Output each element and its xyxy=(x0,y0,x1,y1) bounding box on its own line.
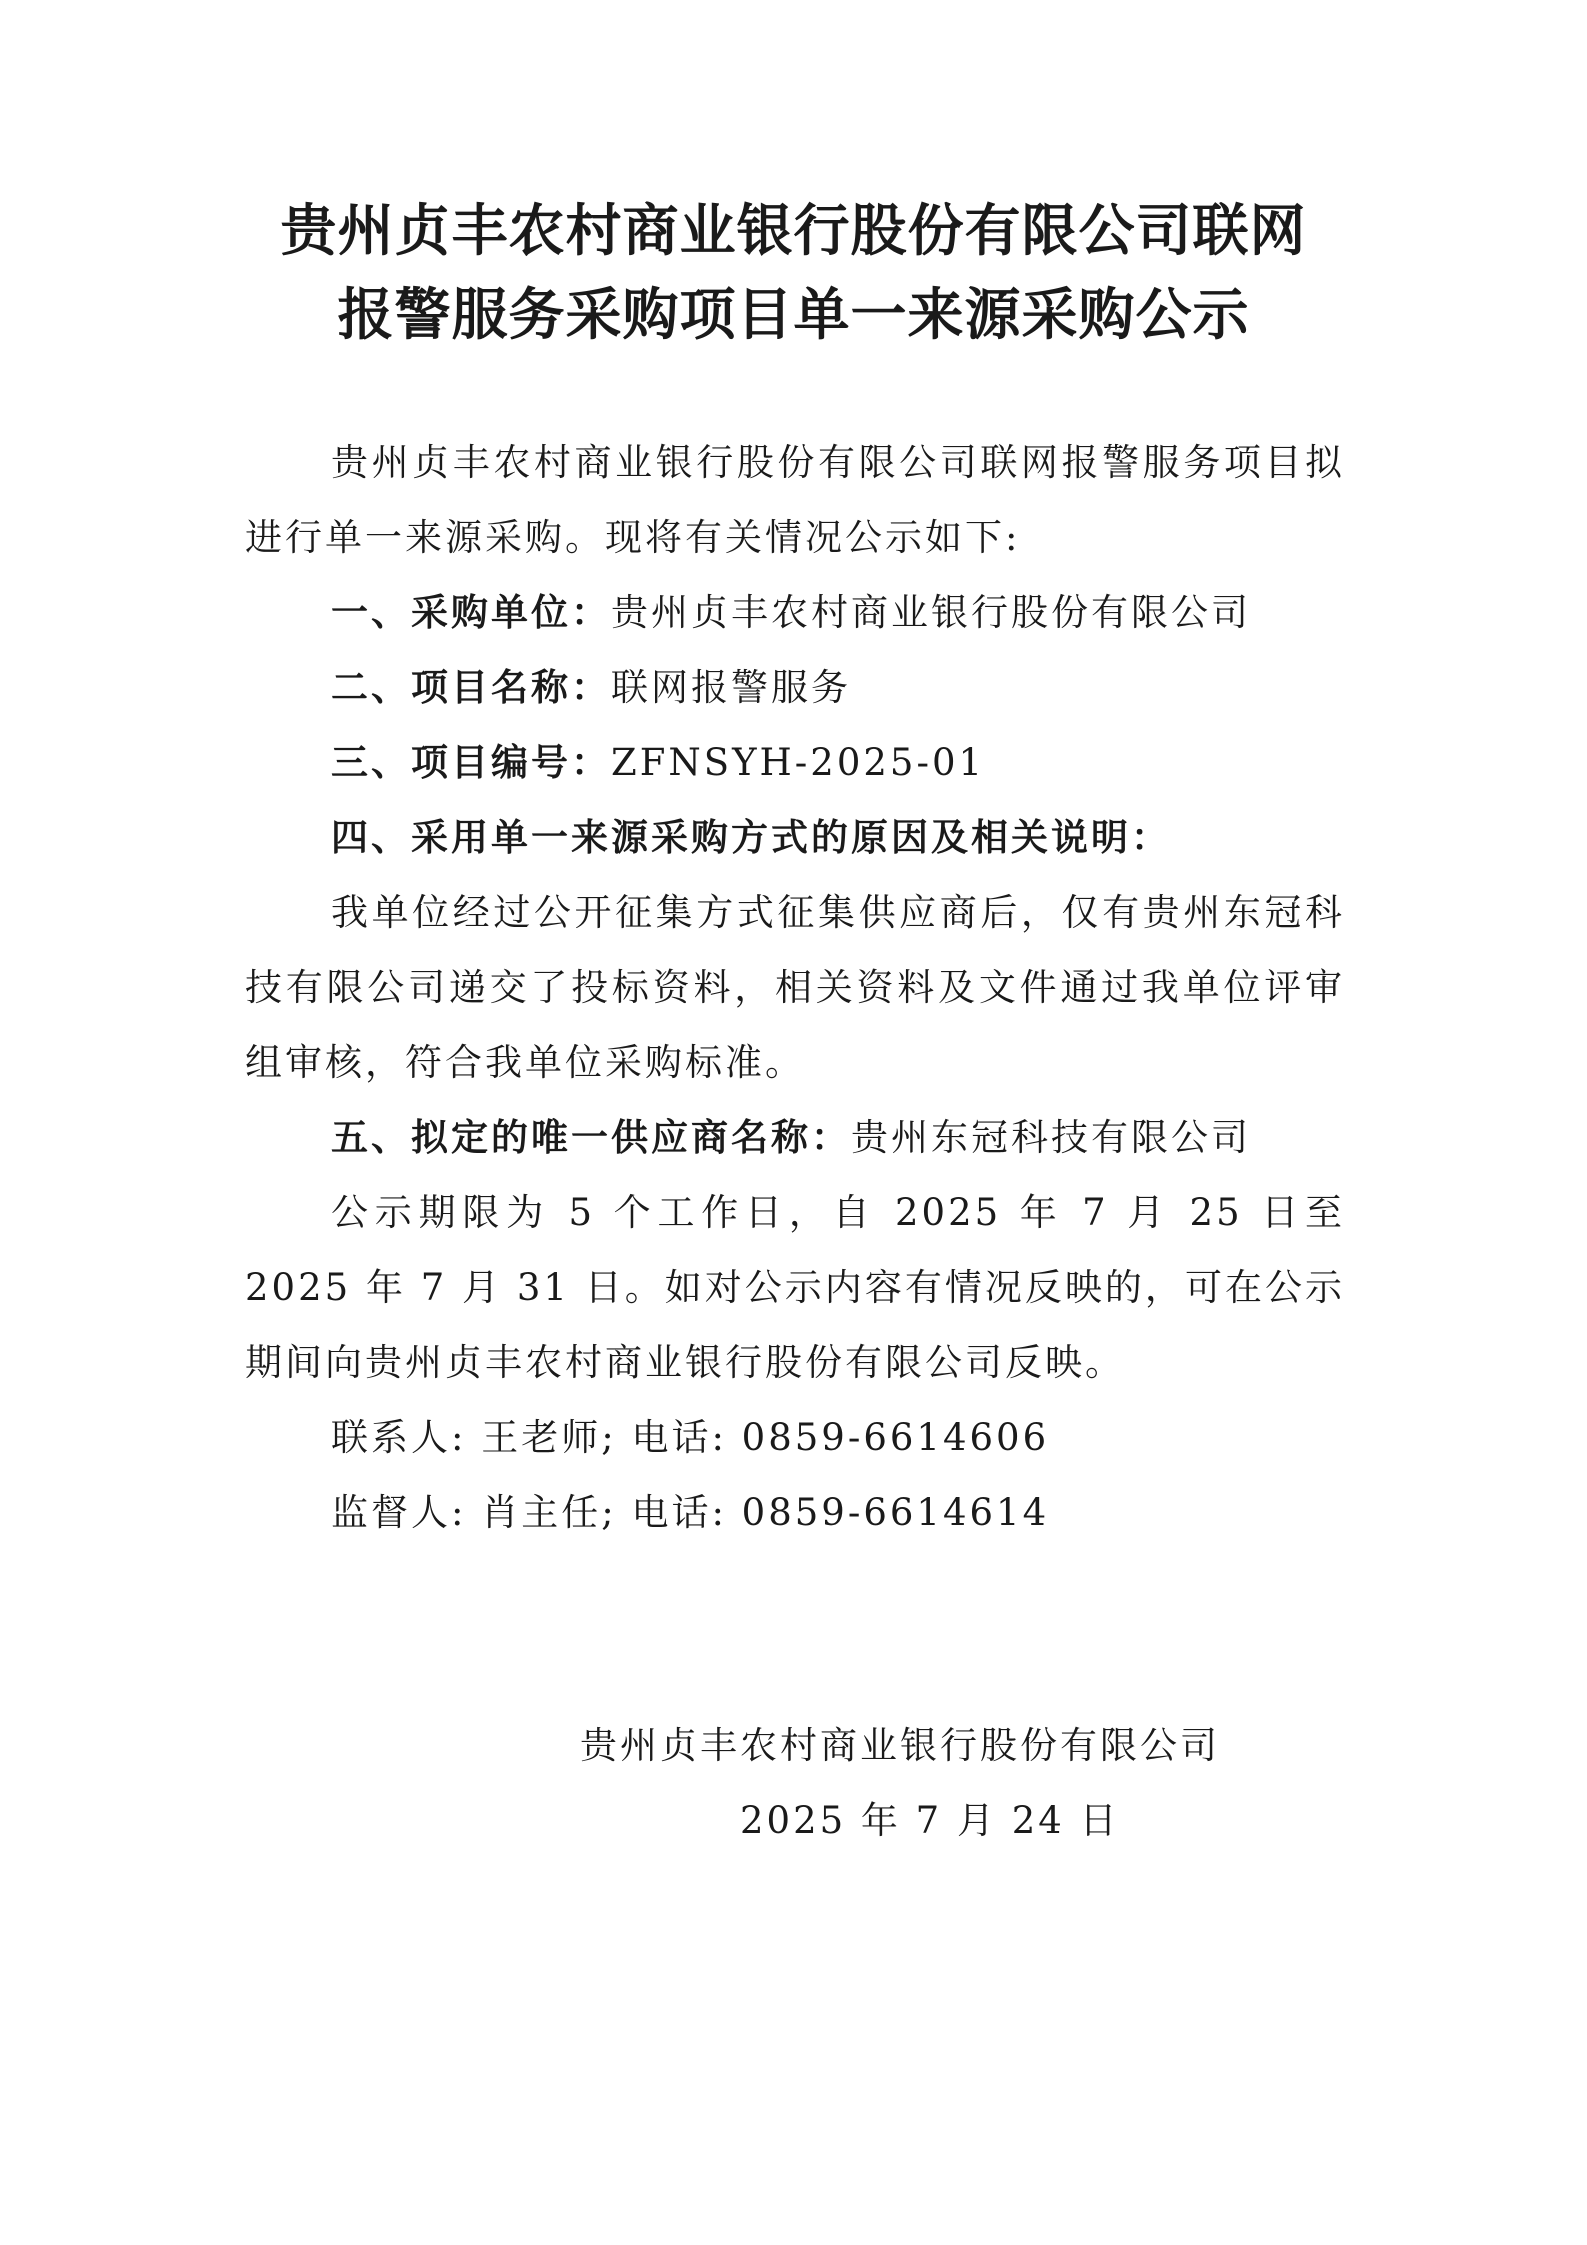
title-line-2: 报警服务采购项目单一来源采购公示 xyxy=(337,283,1250,348)
project-number-value: ZFNSYH-2025-01 xyxy=(611,741,986,784)
project-number-label: 三、项目编号： xyxy=(331,741,611,784)
supplier-label: 五、拟定的唯一供应商名称： xyxy=(331,1116,851,1159)
supplier-item xyxy=(245,1100,1345,1175)
supervisor-line: 监督人: 肖主任; 电话: 0859-6614614 xyxy=(331,1491,1050,1534)
purchaser-value: 贵州贞丰农村商业银行股份有限公司 xyxy=(611,591,1251,634)
signature-date: 2025 年 7 月 24 日 xyxy=(740,1799,1120,1842)
project-name-item xyxy=(245,650,1345,725)
purchaser-label: 一、采购单位： xyxy=(331,591,611,634)
supplier-value: 贵州东冠科技有限公司 xyxy=(851,1116,1251,1159)
project-name-value: 联网报警服务 xyxy=(611,666,851,709)
document-body xyxy=(245,425,1345,1550)
title-line-1: 贵州贞丰农村商业银行股份有限公司联网 xyxy=(280,199,1307,264)
signature-company: 贵州贞丰农村商业银行股份有限公司 xyxy=(580,1724,1220,1767)
reason-paragraph: 我单位经过公开征集方式征集供应商后，仅有贵州东冠科技有限公司递交了投标资料，相关资料及文件通过我单位评审组审核，符合我单位采购标准。 xyxy=(245,891,1345,1084)
project-name-label: 二、项目名称： xyxy=(331,666,611,709)
reason-heading: 四、采用单一来源采购方式的原因及相关说明： xyxy=(331,816,1171,859)
intro-paragraph: 贵州贞丰农村商业银行股份有限公司联网报警服务项目拟进行单一来源采购。现将有关情况公示如下: xyxy=(245,441,1345,559)
document-title xyxy=(200,190,1387,358)
contact-line: 联系人: 王老师; 电话: 0859-6614606 xyxy=(331,1416,1050,1459)
purchaser-item xyxy=(245,575,1345,650)
period-paragraph: 公示期限为 5 个工作日，自 2025 年 7 月 25 日至 2025 年 7 月 31 日。如对公示内容有情况反映的，可在公示期间向贵州贞丰农村商业银行股份有限公司反映。 xyxy=(245,1191,1345,1384)
signature-block xyxy=(580,1708,1280,1858)
project-number-item xyxy=(245,725,1345,800)
